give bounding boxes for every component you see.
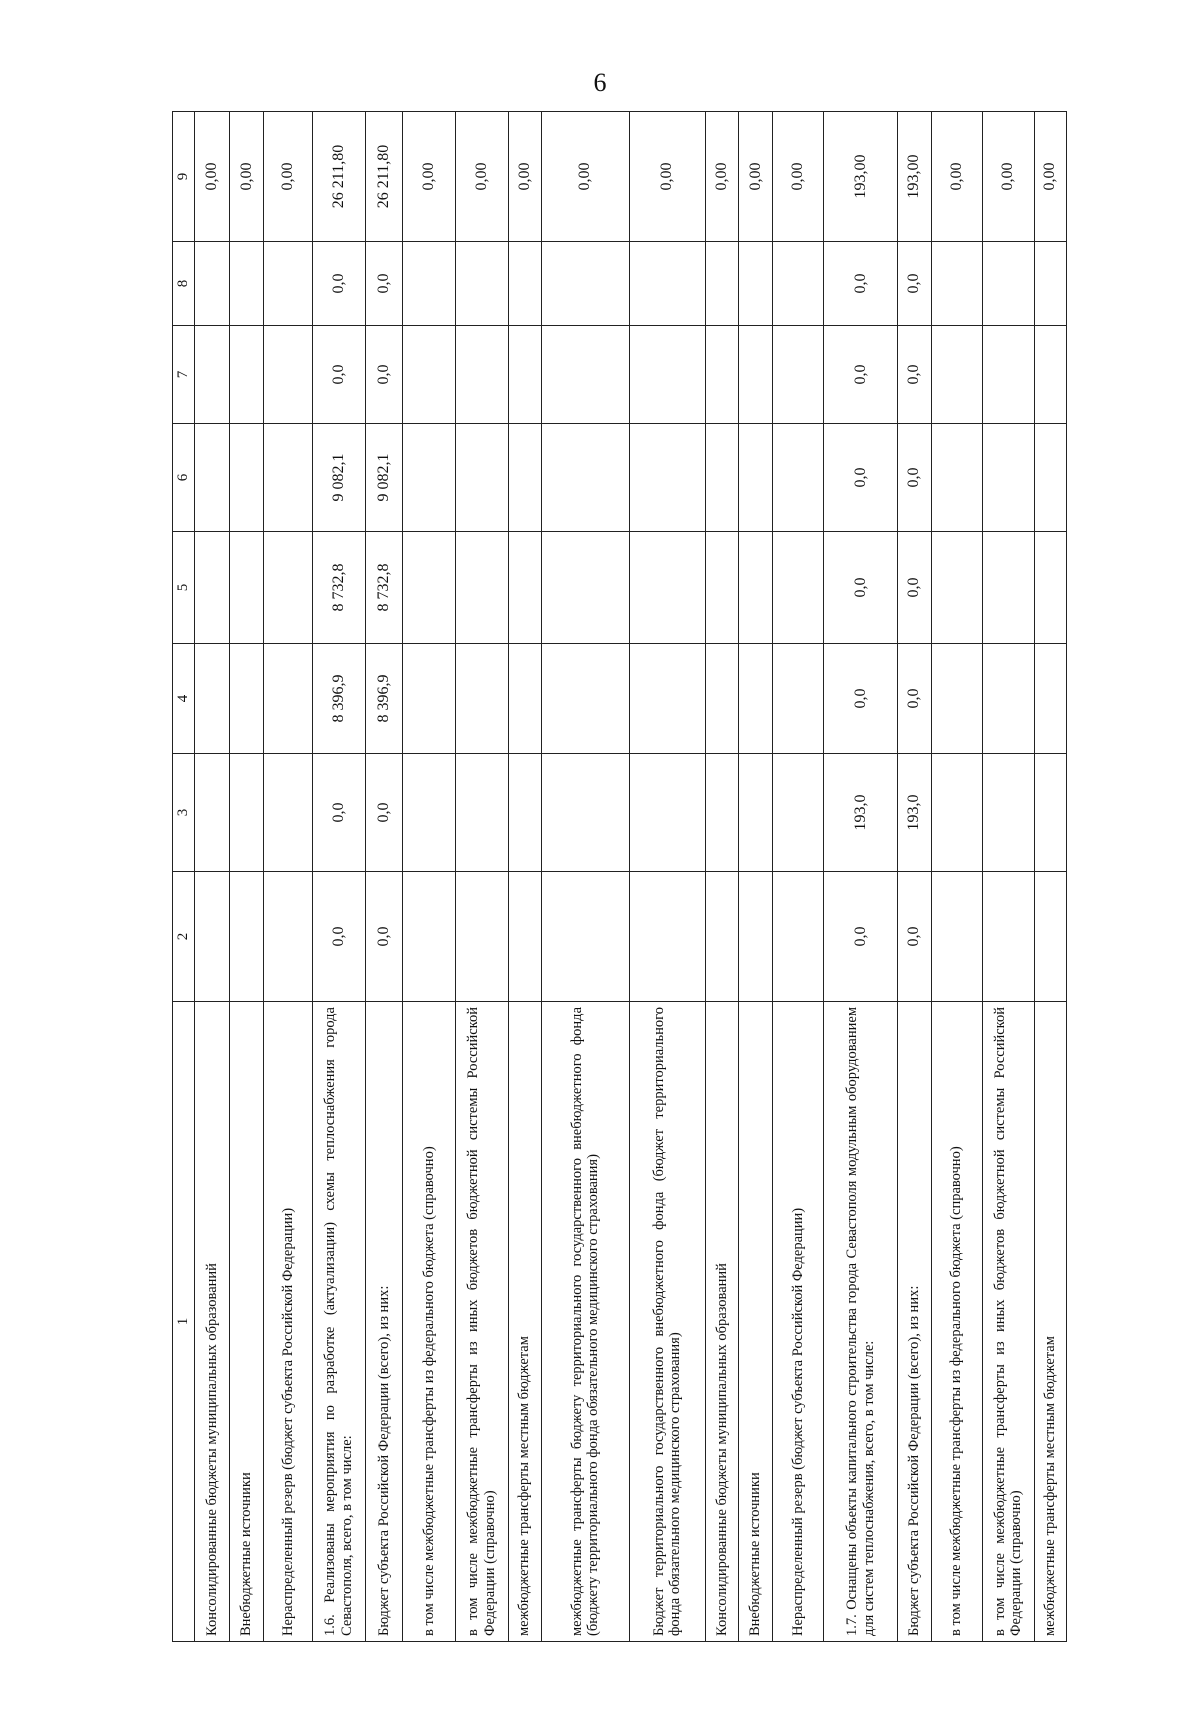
value-cell-col-7 [629, 326, 705, 424]
table-row [365, 112, 403, 1642]
row-label: Консолидированные бюджеты муниципальных образований [195, 1002, 230, 1642]
value-cell-col-4 [403, 644, 456, 754]
value-cell-col-6 [772, 424, 824, 532]
value-cell-col-4 [931, 644, 983, 754]
value-cell-col-5: 0,0 [824, 532, 898, 644]
page-number: 6 [593, 68, 607, 97]
column-header-3: 3 [173, 754, 195, 872]
value-cell-col-4: 0,0 [898, 644, 931, 754]
value-cell-col-3 [455, 754, 508, 872]
value-cell-col-2 [772, 872, 824, 1002]
value-cell-col-9: 0,00 [983, 112, 1035, 242]
value-cell-col-7 [455, 326, 508, 424]
value-cell-col-5 [772, 532, 824, 644]
row-label: 1.7. Оснащены объекты капитального строительства города Севастополя модульным оборудованием для систем теплоснабжения, всего, в том числе: [824, 1002, 898, 1642]
value-cell-col-4 [772, 644, 824, 754]
value-cell-col-3 [230, 754, 263, 872]
value-cell-col-6 [230, 424, 263, 532]
value-cell-col-7 [403, 326, 456, 424]
column-header-4: 4 [173, 644, 195, 754]
value-cell-col-9: 0,00 [1034, 112, 1066, 242]
value-cell-col-8 [629, 242, 705, 326]
value-cell-col-2 [541, 872, 629, 1002]
value-cell-col-2: 0,0 [824, 872, 898, 1002]
value-cell-col-9: 26 211,80 [365, 112, 403, 242]
value-cell-col-7: 0,0 [824, 326, 898, 424]
value-cell-col-5 [508, 532, 541, 644]
value-cell-col-2 [403, 872, 456, 1002]
table-row [230, 112, 263, 1642]
value-cell-col-7 [195, 326, 230, 424]
table-header-row [173, 112, 195, 1642]
row-label: в том числе межбюджетные трансферты из федерального бюджета (справочно) [931, 1002, 983, 1642]
value-cell-col-2 [931, 872, 983, 1002]
value-cell-col-6 [541, 424, 629, 532]
value-cell-col-8 [195, 242, 230, 326]
value-cell-col-4 [739, 644, 772, 754]
value-cell-col-7 [931, 326, 983, 424]
value-cell-col-8: 0,0 [824, 242, 898, 326]
column-header-8: 8 [173, 242, 195, 326]
table-row [263, 112, 312, 1642]
value-cell-col-3 [706, 754, 739, 872]
table-row [772, 112, 824, 1642]
value-cell-col-2 [1034, 872, 1066, 1002]
row-label: Нераспределенный резерв (бюджет субъекта Российской Федерации) [772, 1002, 824, 1642]
row-label: в том числе межбюджетные трансферты из иных бюджетов бюджетной системы Российской Федерации (справочно) [983, 1002, 1035, 1642]
column-header-5: 5 [173, 532, 195, 644]
row-label: межбюджетные трансферты местным бюджетам [1034, 1002, 1066, 1642]
value-cell-col-8: 0,0 [365, 242, 403, 326]
value-cell-col-6: 0,0 [898, 424, 931, 532]
table-row [706, 112, 739, 1642]
row-label: в том числе межбюджетные трансферты из иных бюджетов бюджетной системы Российской Федерации (справочно) [455, 1002, 508, 1642]
table-row [1034, 112, 1066, 1642]
value-cell-col-2 [739, 872, 772, 1002]
value-cell-col-9: 0,00 [195, 112, 230, 242]
value-cell-col-6 [1034, 424, 1066, 532]
value-cell-col-8 [706, 242, 739, 326]
value-cell-col-3: 193,0 [824, 754, 898, 872]
value-cell-col-8 [455, 242, 508, 326]
value-cell-col-5 [1034, 532, 1066, 644]
value-cell-col-5 [931, 532, 983, 644]
value-cell-col-9: 0,00 [629, 112, 705, 242]
table-body [195, 112, 1067, 1642]
value-cell-col-3 [403, 754, 456, 872]
value-cell-col-4 [983, 644, 1035, 754]
value-cell-col-7 [508, 326, 541, 424]
table-row [313, 112, 366, 1642]
table-row [195, 112, 230, 1642]
value-cell-col-9: 0,00 [508, 112, 541, 242]
value-cell-col-7 [983, 326, 1035, 424]
table-row [455, 112, 508, 1642]
value-cell-col-6: 9 082,1 [313, 424, 366, 532]
value-cell-col-9: 0,00 [931, 112, 983, 242]
row-label: 1.6. Реализованы мероприятия по разработке (актуализации) схемы теплоснабжения города Севастополя, всего, в том числе: [313, 1002, 366, 1642]
value-cell-col-5 [739, 532, 772, 644]
row-label: в том числе межбюджетные трансферты из федерального бюджета (справочно) [403, 1002, 456, 1642]
value-cell-col-2 [263, 872, 312, 1002]
value-cell-col-5 [706, 532, 739, 644]
value-cell-col-9: 0,00 [739, 112, 772, 242]
table-row [898, 112, 931, 1642]
column-header-7: 7 [173, 326, 195, 424]
value-cell-col-3 [739, 754, 772, 872]
table-row [541, 112, 629, 1642]
value-cell-col-6 [455, 424, 508, 532]
value-cell-col-4: 8 396,9 [313, 644, 366, 754]
column-header-9: 9 [173, 112, 195, 242]
rotated-table-container [172, 112, 1067, 1642]
value-cell-col-6 [629, 424, 705, 532]
value-cell-col-5 [629, 532, 705, 644]
value-cell-col-2 [706, 872, 739, 1002]
value-cell-col-8 [739, 242, 772, 326]
value-cell-col-8: 0,0 [898, 242, 931, 326]
value-cell-col-6 [983, 424, 1035, 532]
value-cell-col-3: 193,0 [898, 754, 931, 872]
table-row [403, 112, 456, 1642]
value-cell-col-4 [195, 644, 230, 754]
value-cell-col-3 [508, 754, 541, 872]
table-row [931, 112, 983, 1642]
row-label: Консолидированные бюджеты муниципальных образований [706, 1002, 739, 1642]
value-cell-col-3 [772, 754, 824, 872]
value-cell-col-8 [230, 242, 263, 326]
column-header-2: 2 [173, 872, 195, 1002]
value-cell-col-9: 0,00 [230, 112, 263, 242]
table-row [739, 112, 772, 1642]
row-label: межбюджетные трансферты бюджету территориального государственного внебюджетного фонда (бюджету территориального фонда обязательного медицинского страхования) [541, 1002, 629, 1642]
value-cell-col-4 [706, 644, 739, 754]
value-cell-col-8 [403, 242, 456, 326]
value-cell-col-4 [508, 644, 541, 754]
value-cell-col-8 [508, 242, 541, 326]
value-cell-col-2: 0,0 [313, 872, 366, 1002]
value-cell-col-7 [706, 326, 739, 424]
value-cell-col-4 [1034, 644, 1066, 754]
value-cell-col-9: 0,00 [541, 112, 629, 242]
value-cell-col-7: 0,0 [313, 326, 366, 424]
value-cell-col-8 [541, 242, 629, 326]
value-cell-col-7 [739, 326, 772, 424]
value-cell-col-2 [629, 872, 705, 1002]
value-cell-col-5 [541, 532, 629, 644]
value-cell-col-8 [1034, 242, 1066, 326]
value-cell-col-3: 0,0 [365, 754, 403, 872]
value-cell-col-9: 0,00 [263, 112, 312, 242]
rotated-table [172, 112, 1067, 1642]
value-cell-col-7 [263, 326, 312, 424]
value-cell-col-9: 26 211,80 [313, 112, 366, 242]
table-row [629, 112, 705, 1642]
value-cell-col-4: 8 396,9 [365, 644, 403, 754]
value-cell-col-2: 0,0 [365, 872, 403, 1002]
value-cell-col-6 [403, 424, 456, 532]
value-cell-col-2 [455, 872, 508, 1002]
row-label: межбюджетные трансферты местным бюджетам [508, 1002, 541, 1642]
table-row [508, 112, 541, 1642]
value-cell-col-5: 0,0 [898, 532, 931, 644]
table-row [983, 112, 1035, 1642]
value-cell-col-3: 0,0 [313, 754, 366, 872]
value-cell-col-5: 8 732,8 [313, 532, 366, 644]
row-label: Внебюджетные источники [230, 1002, 263, 1642]
row-label: Бюджет субъекта Российской Федерации (всего), из них: [365, 1002, 403, 1642]
value-cell-col-3 [195, 754, 230, 872]
value-cell-col-9: 193,00 [898, 112, 931, 242]
value-cell-col-7 [541, 326, 629, 424]
value-cell-col-6 [263, 424, 312, 532]
value-cell-col-5 [983, 532, 1035, 644]
value-cell-col-2 [195, 872, 230, 1002]
column-header-1: 1 [173, 1002, 195, 1642]
row-label: Внебюджетные источники [739, 1002, 772, 1642]
budget-table [172, 111, 1067, 1642]
value-cell-col-5 [263, 532, 312, 644]
value-cell-col-9: 0,00 [455, 112, 508, 242]
value-cell-col-4 [230, 644, 263, 754]
value-cell-col-6 [195, 424, 230, 532]
row-label: Нераспределенный резерв (бюджет субъекта Российской Федерации) [263, 1002, 312, 1642]
value-cell-col-6 [931, 424, 983, 532]
value-cell-col-5 [403, 532, 456, 644]
value-cell-col-2: 0,0 [898, 872, 931, 1002]
value-cell-col-4 [541, 644, 629, 754]
value-cell-col-3 [1034, 754, 1066, 872]
value-cell-col-7: 0,0 [898, 326, 931, 424]
value-cell-col-3 [983, 754, 1035, 872]
value-cell-col-8: 0,0 [313, 242, 366, 326]
value-cell-col-9: 0,00 [772, 112, 824, 242]
column-header-6: 6 [173, 424, 195, 532]
value-cell-col-6 [739, 424, 772, 532]
value-cell-col-4: 0,0 [824, 644, 898, 754]
value-cell-col-7: 0,0 [365, 326, 403, 424]
value-cell-col-6: 0,0 [824, 424, 898, 532]
value-cell-col-9: 0,00 [403, 112, 456, 242]
row-label: Бюджет территориального государственного внебюджетного фонда (бюджет территориального фонда обязательного медицинского страхования) [629, 1002, 705, 1642]
value-cell-col-4 [629, 644, 705, 754]
value-cell-col-3 [263, 754, 312, 872]
value-cell-col-6 [508, 424, 541, 532]
value-cell-col-9: 0,00 [706, 112, 739, 242]
value-cell-col-5 [455, 532, 508, 644]
value-cell-col-2 [230, 872, 263, 1002]
value-cell-col-5 [195, 532, 230, 644]
row-label: Бюджет субъекта Российской Федерации (всего), из них: [898, 1002, 931, 1642]
value-cell-col-7 [772, 326, 824, 424]
table-row [824, 112, 898, 1642]
value-cell-col-2 [983, 872, 1035, 1002]
value-cell-col-8 [983, 242, 1035, 326]
value-cell-col-7 [1034, 326, 1066, 424]
value-cell-col-7 [230, 326, 263, 424]
value-cell-col-5 [230, 532, 263, 644]
value-cell-col-4 [455, 644, 508, 754]
value-cell-col-3 [541, 754, 629, 872]
value-cell-col-3 [931, 754, 983, 872]
value-cell-col-5: 8 732,8 [365, 532, 403, 644]
value-cell-col-8 [263, 242, 312, 326]
value-cell-col-2 [508, 872, 541, 1002]
value-cell-col-8 [772, 242, 824, 326]
value-cell-col-6 [706, 424, 739, 532]
value-cell-col-3 [629, 754, 705, 872]
value-cell-col-8 [931, 242, 983, 326]
value-cell-col-6: 9 082,1 [365, 424, 403, 532]
value-cell-col-4 [263, 644, 312, 754]
value-cell-col-9: 193,00 [824, 112, 898, 242]
